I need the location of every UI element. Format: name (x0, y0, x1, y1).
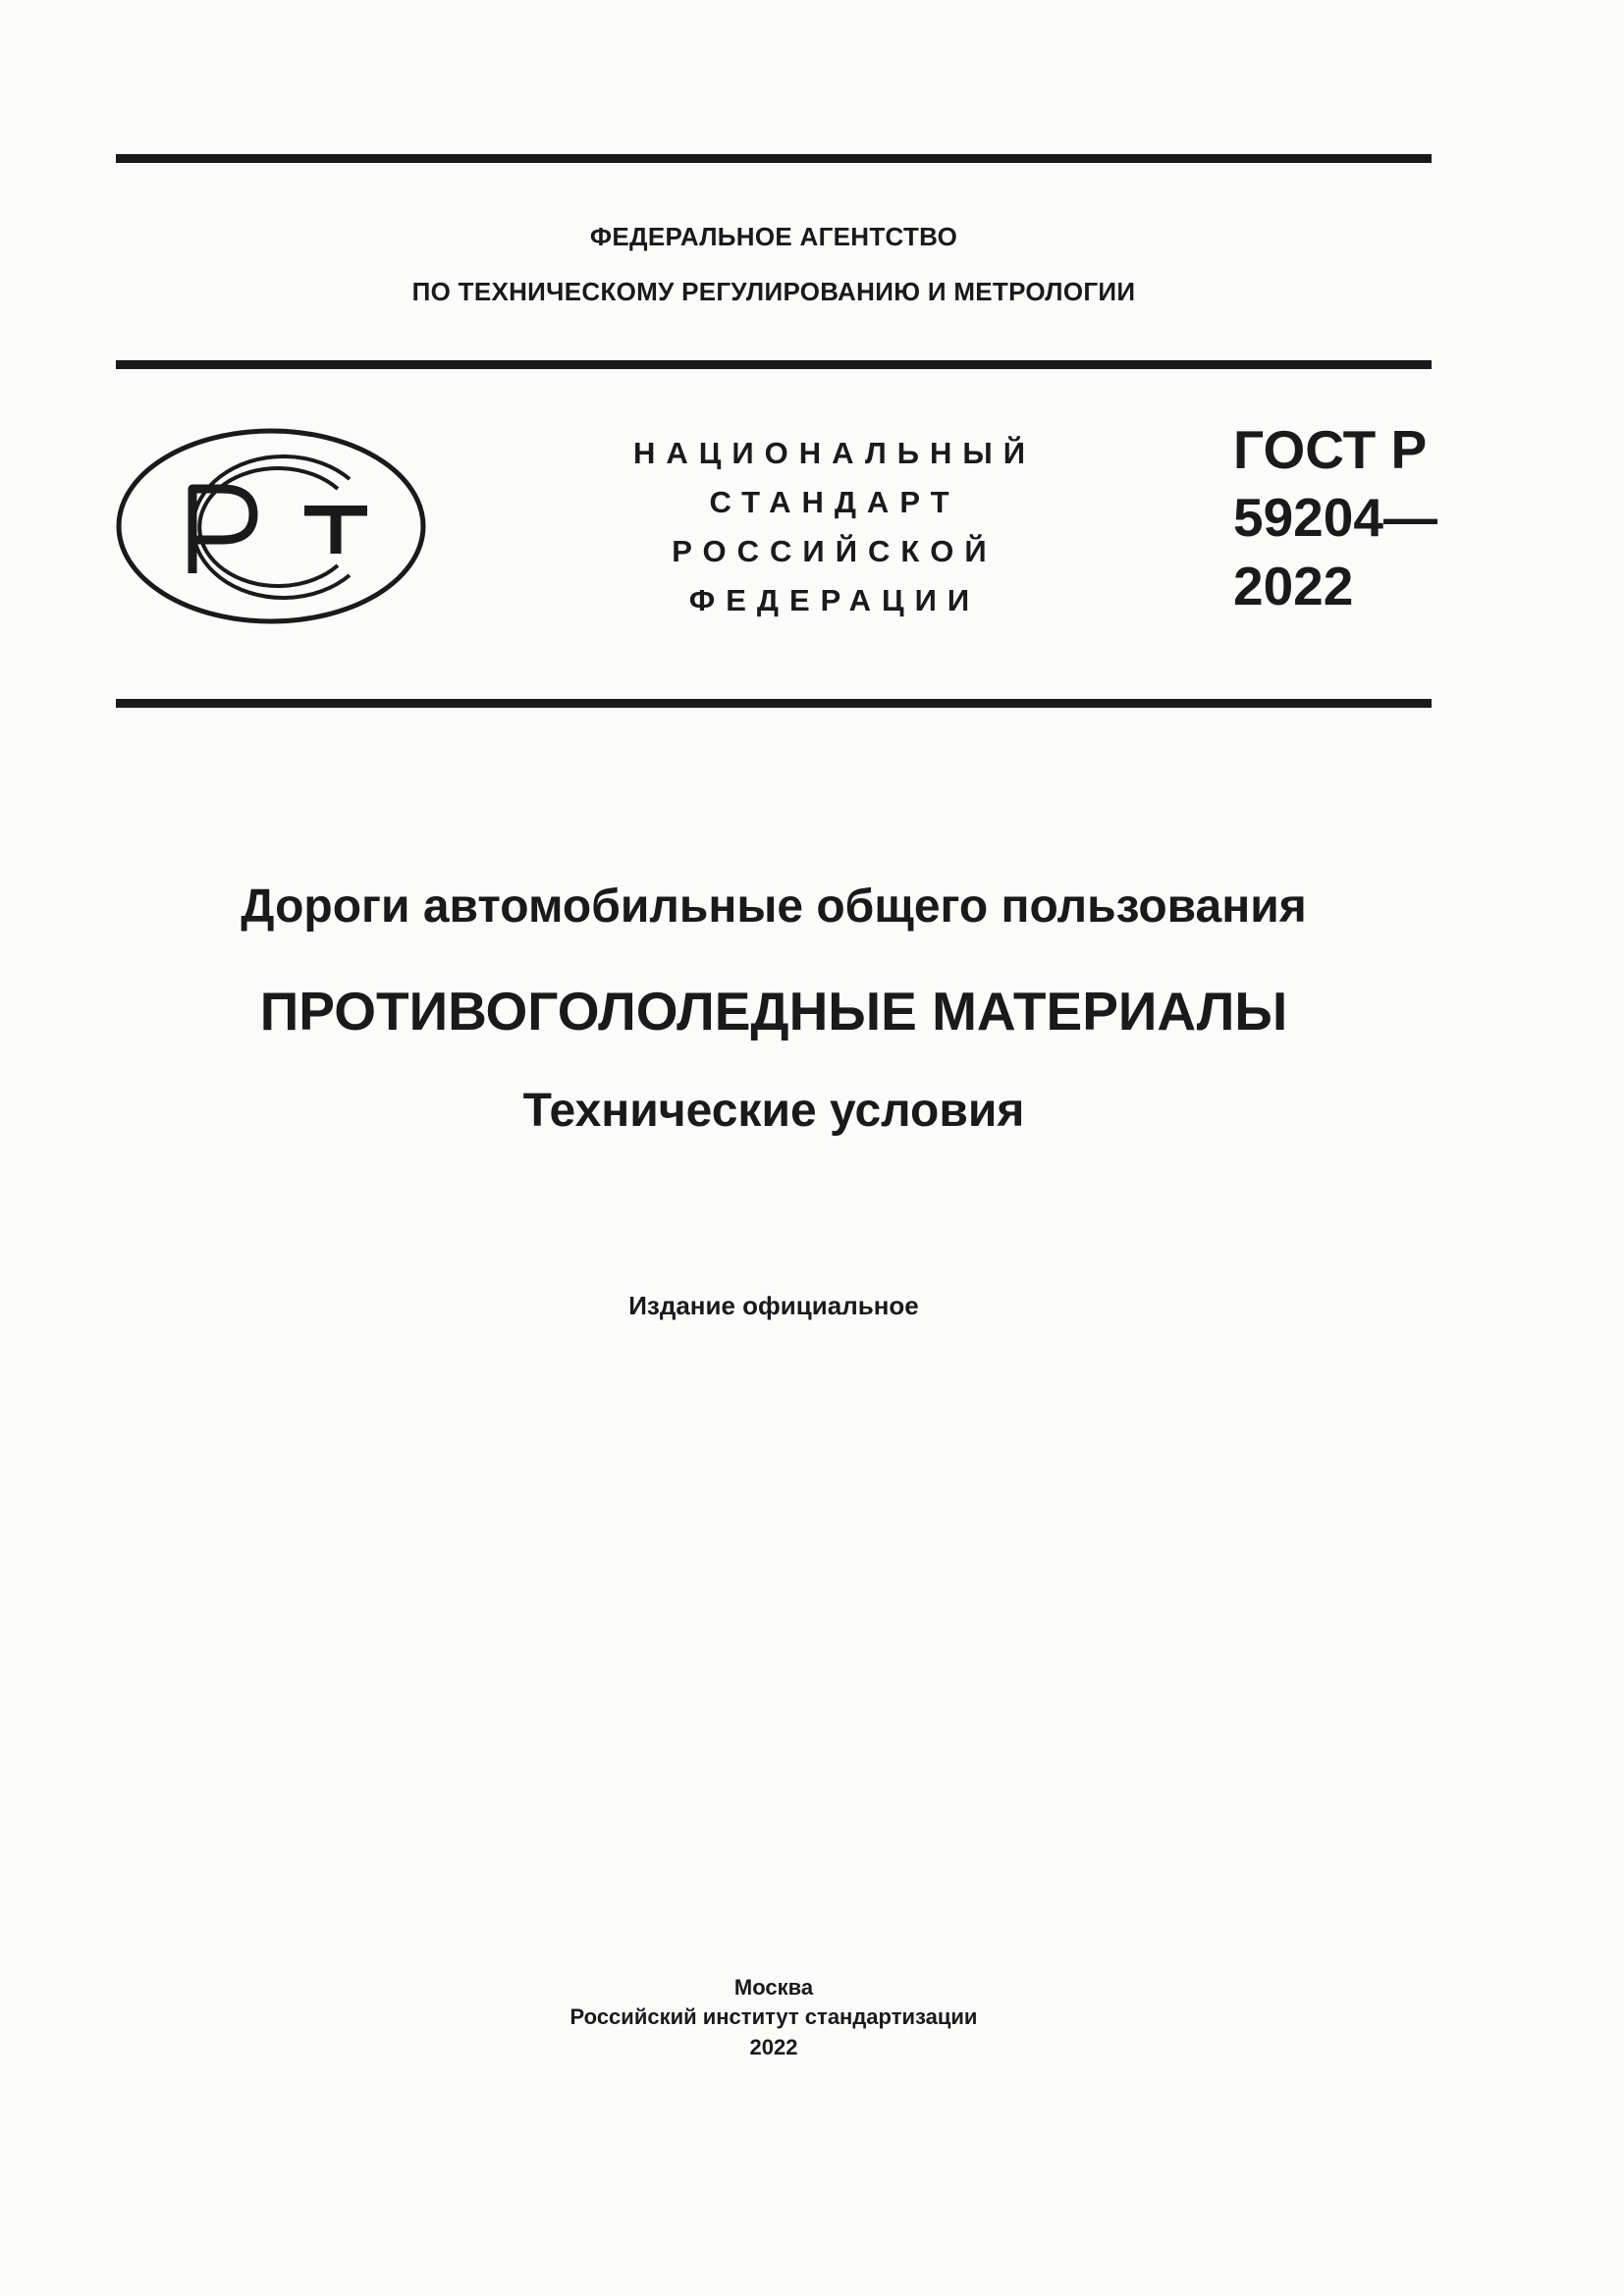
gost-designation-line1: ГОСТ Р (1233, 419, 1428, 480)
document-title: ПРОТИВОГОЛОЛЕДНЫЕ МАТЕРИАЛЫ (259, 981, 1288, 1041)
gost-designation-line3: 2022 (1233, 556, 1354, 616)
national-standard-line4: ФЕДЕРАЦИИ (688, 583, 981, 617)
imprint-year: 2022 (749, 2035, 798, 2059)
document-scope: Дороги автомобильные общего пользования (241, 881, 1307, 933)
document-subtitle: Технические условия (522, 1085, 1025, 1137)
agency-name-line2: ПО ТЕХНИЧЕСКОМУ РЕГУЛИРОВАНИЮ И МЕТРОЛОГИИ (411, 277, 1136, 306)
imprint-city: Москва (733, 1975, 814, 2000)
national-standard-line1: НАЦИОНАЛЬНЫЙ (632, 436, 1037, 470)
national-standard-line3: РОССИЙСКОЙ (672, 534, 998, 568)
imprint-publisher: Российский институт стандартизации (569, 2004, 978, 2029)
standard-rule (116, 699, 1432, 708)
national-standard-line2: СТАНДАРТ (709, 485, 960, 519)
agency-rule (116, 360, 1432, 369)
top-rule (116, 154, 1432, 163)
edition-note: Издание официальное (628, 1291, 919, 1320)
rst-mark-icon (116, 428, 426, 624)
gost-designation-line2: 59204— (1233, 487, 1437, 548)
agency-name-line1: ФЕДЕРАЛЬНОЕ АГЕНТСТВО (589, 222, 958, 251)
